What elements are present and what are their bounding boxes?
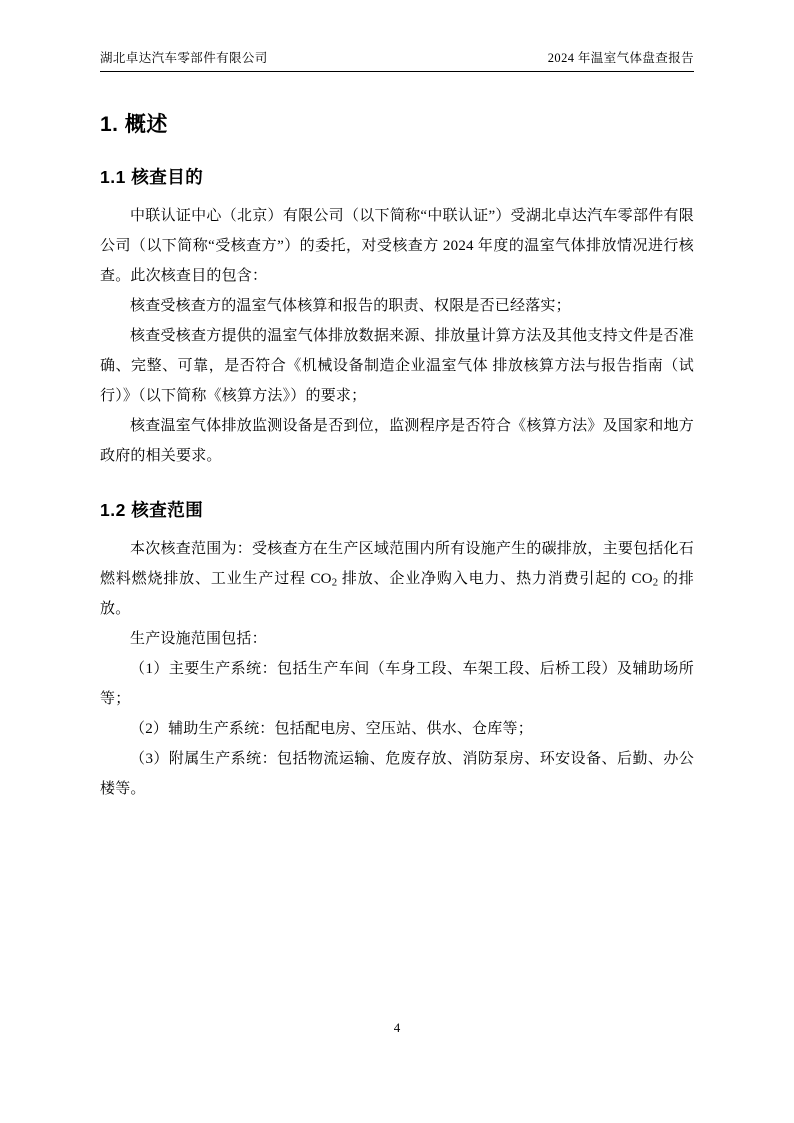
- paragraph: 核查受核查方提供的温室气体排放数据来源、排放量计算方法及其他支持文件是否准确、完整、可靠，是否符合《机械设备制造企业温室气体 排放核算方法与报告指南（试行）》（以下简称《核算方法》）的要求；: [100, 328, 694, 404]
- scope-text-part-a: 本次核查范围为：受核查方在生产区域范围内所有设施产生的碳排放，主要包括化石燃料燃烧排放、工业生产过程 CO: [100, 541, 694, 587]
- header-report-title: 2024 年温室气体盘查报告: [547, 51, 694, 65]
- paragraph: 生产设施范围包括：: [130, 631, 267, 648]
- section-1-heading: 1. 概述: [100, 113, 168, 136]
- section-1-2-heading: 1.2 核查范围: [100, 500, 204, 520]
- page-number: 4: [393, 1020, 401, 1035]
- paragraph: （1）主要生产系统：包括生产车间（车身工段、车架工段、后桥工段）及辅助场所等；: [100, 661, 694, 708]
- paragraph: （3）附属生产系统：包括物流运输、危废存放、消防泵房、环安设备、后勤、办公楼等。: [100, 751, 694, 798]
- running-header: [100, 48, 694, 72]
- co2-subscript: 2: [331, 576, 338, 589]
- scope-text-part-c: 的排放。: [100, 571, 694, 618]
- paragraph: 中联认证中心（北京）有限公司（以下简称“中联认证”）受湖北卓达汽车零部件有限公司（以下简称“受核查方”）的委托，对受核查方 2024 年度的温室气体排放情况进行核查。此次核查目的包含：: [100, 208, 694, 284]
- page-footer: [0, 1020, 794, 1036]
- paragraph-scope: [100, 534, 694, 624]
- paragraph: 核查温室气体排放监测设备是否到位，监测程序是否符合《核算方法》及国家和地方政府的相关要求。: [100, 418, 694, 464]
- section-1-1-heading: 1.1 核查目的: [100, 167, 204, 187]
- page-content: [100, 48, 694, 804]
- paragraph: （2）辅助生产系统：包括配电房、空压站、供水、仓库等；: [130, 721, 533, 738]
- paragraph: 核查受核查方的温室气体核算和报告的职责、权限是否已经落实；: [130, 298, 571, 314]
- header-company-name: 湖北卓达汽车零部件有限公司: [100, 51, 268, 65]
- co2-subscript: 2: [652, 576, 659, 589]
- scope-text-part-b: 排放、企业净购入电力、热力消费引起的 CO: [337, 571, 653, 587]
